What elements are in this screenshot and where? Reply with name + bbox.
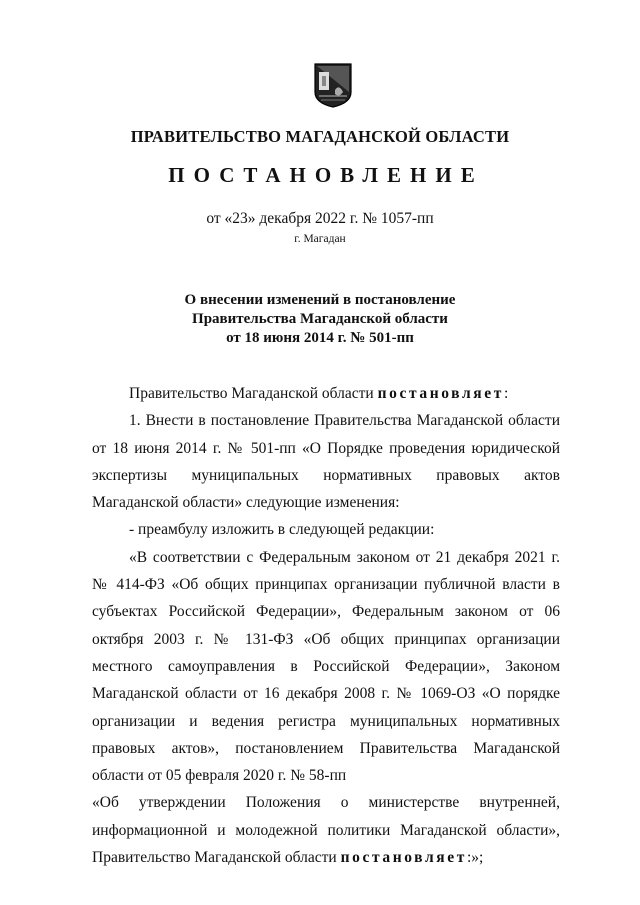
quoted-preamble: «В соответствии с Федеральным законом от 21 декабря 2021 г. № 414-ФЗ «Об общих принципах организации публичной власти в субъектах Российской Федерации», Федеральным законом от 06 октября 2003 г. № 131-ФЗ «Об общих принципах организации местного самоуправления в Российской Федерации», Законом Магаданской области от 16 декабря 2008 г. № 1069-ОЗ «О порядке организации и ведения регистра муниципальных нормативных правовых актов», постановлением Правительства Магаданской области от 05 февраля 2020 г. № 58-пп	[92, 548, 560, 785]
quote-word: «Об	[92, 794, 119, 812]
document-type: ПОСТАНОВЛЕНИЕ	[168, 163, 484, 187]
intro-end: :	[503, 385, 509, 402]
quoted-preamble-continued: информационной и молодежной политики Магаданской области»,	[92, 821, 560, 839]
quote-word: Положения	[245, 794, 321, 812]
closing-resolves-word: постановляет	[340, 849, 467, 867]
subject-line: от 18 июня 2014 г. № 501-пп	[226, 330, 414, 346]
item-1-paragraph: 1. Внести в постановление Правительства Магаданской области от 18 июня 2014 г. № 501-пп «О Порядке проведения юридической экспертизы муниципальных нормативных правовых актов Магаданской области» следующие изменения:	[92, 412, 560, 512]
quote-word: утверждении	[138, 794, 226, 812]
intro-text: Правительство Магаданской области	[129, 385, 378, 402]
quote-word: министерстве	[368, 794, 460, 812]
intro-paragraph	[92, 380, 560, 407]
coat-of-arms-icon	[313, 62, 353, 108]
quote-word: о	[340, 794, 349, 812]
subject-line: О внесении изменений в постановление	[184, 292, 456, 308]
document-date-number: от «23» декабря 2022 г. № 1057-пп	[206, 210, 434, 227]
document-subject	[0, 291, 640, 348]
resolves-word: постановляет	[377, 385, 504, 402]
subject-line: Правительства Магаданской области	[192, 311, 448, 327]
quote-word: внутренней,	[479, 794, 560, 812]
quoted-preamble-justified-line	[92, 789, 560, 816]
closing-text: Правительство Магаданской области	[92, 849, 341, 867]
government-name: ПРАВИТЕЛЬСТВО МАГАДАНСКОЙ ОБЛАСТИ	[130, 127, 510, 146]
closing-paragraph	[92, 844, 560, 871]
document-body	[92, 380, 560, 871]
document-city: г. Магадан	[294, 233, 346, 245]
bullet-paragraph: - преамбулу изложить в следующей редакции:	[129, 521, 435, 539]
closing-end: :»;	[466, 849, 484, 867]
